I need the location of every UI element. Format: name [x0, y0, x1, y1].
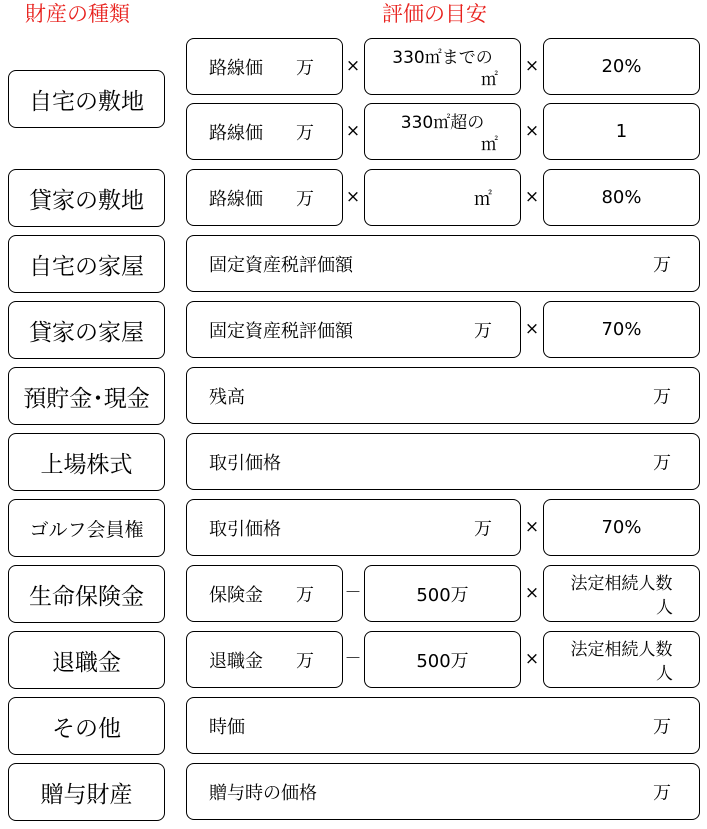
- multiply-sign: ×: [524, 649, 540, 669]
- unit-label: 万: [653, 254, 671, 276]
- category-rental-building: 貸家の家屋: [8, 301, 165, 359]
- area-up-to-330-field[interactable]: [364, 38, 521, 95]
- gift-value-label: 贈与時の価格: [209, 782, 317, 804]
- route-price-field-3[interactable]: [186, 169, 343, 226]
- deduction-500-man-retirement: [364, 631, 521, 688]
- multiply-sign: ×: [345, 56, 361, 76]
- unit-label: 万: [296, 57, 314, 79]
- person-unit: 人: [656, 598, 673, 618]
- deduction-value: 500万: [416, 584, 469, 606]
- market-value-field[interactable]: [186, 697, 700, 754]
- rate-70-percent-golf: [543, 499, 700, 556]
- insurance-label: 保険金: [209, 584, 263, 606]
- category-savings-cash: 預貯金･現金: [8, 367, 165, 425]
- unit-label: 万: [296, 650, 314, 672]
- retirement-label: 退職金: [209, 650, 263, 672]
- balance-label: 残高: [209, 386, 245, 408]
- rate-70-percent: [543, 301, 700, 358]
- unit-label: 万: [653, 386, 671, 408]
- rate-1: [543, 103, 700, 160]
- category-life-insurance: 生命保険金: [8, 565, 165, 623]
- unit-label: 万: [474, 320, 492, 342]
- assessed-value-label: 固定資産税評価額: [209, 254, 353, 276]
- legal-heirs-label: 法定相続人数: [570, 574, 673, 594]
- multiply-sign: ×: [524, 517, 540, 537]
- legal-heirs-field-retirement[interactable]: [543, 631, 700, 688]
- unit-label: 万: [296, 584, 314, 606]
- category-gifted-property: 贈与財産: [8, 763, 165, 821]
- person-unit: 人: [656, 664, 673, 684]
- assessed-value-field-rental[interactable]: [186, 301, 521, 358]
- rate-value: 70%: [601, 319, 642, 340]
- route-price-field-1[interactable]: [186, 38, 343, 95]
- multiply-sign: ×: [524, 583, 540, 603]
- trade-price-label: 取引価格: [209, 518, 281, 540]
- unit-label: 万: [653, 782, 671, 804]
- route-price-label: 路線価: [209, 188, 263, 210]
- area-up-to-330-label: 330㎡までの: [392, 48, 493, 68]
- multiply-sign: ×: [524, 187, 540, 207]
- rate-value: 20%: [601, 56, 642, 77]
- category-retirement-allowance: 退職金: [8, 631, 165, 689]
- market-value-label: 時価: [209, 716, 245, 738]
- multiply-sign: ×: [345, 121, 361, 141]
- assessed-value-field[interactable]: [186, 235, 700, 292]
- minus-sign: －: [344, 583, 362, 603]
- multiply-sign: ×: [524, 319, 540, 339]
- balance-field[interactable]: [186, 367, 700, 424]
- category-listed-stocks: 上場株式: [8, 433, 165, 491]
- route-price-label: 路線価: [209, 57, 263, 79]
- multiply-sign: ×: [524, 56, 540, 76]
- category-home-building: 自宅の家屋: [8, 235, 165, 293]
- unit-label: 万: [474, 518, 492, 540]
- category-home-land: 自宅の敷地: [8, 70, 165, 128]
- stock-price-field[interactable]: [186, 433, 700, 490]
- rate-value: 70%: [601, 517, 642, 538]
- unit-label: 万: [296, 122, 314, 144]
- sqm-unit: ㎡: [481, 135, 498, 155]
- insurance-amount-field[interactable]: [186, 565, 343, 622]
- legal-heirs-label: 法定相続人数: [570, 640, 673, 660]
- rate-value: 1: [615, 121, 628, 142]
- deduction-500-man: [364, 565, 521, 622]
- unit-label: 万: [296, 188, 314, 210]
- area-over-330-field[interactable]: [364, 103, 521, 160]
- golf-price-field[interactable]: [186, 499, 521, 556]
- gift-value-field[interactable]: [186, 763, 700, 820]
- multiply-sign: ×: [524, 121, 540, 141]
- sqm-unit: ㎡: [481, 70, 498, 90]
- deduction-value: 500万: [416, 650, 469, 672]
- unit-label: 万: [653, 452, 671, 474]
- header-property-type: 財産の種類: [25, 2, 130, 26]
- header-valuation-guide: 評価の目安: [382, 2, 487, 26]
- route-price-field-2[interactable]: [186, 103, 343, 160]
- trade-price-label: 取引価格: [209, 452, 281, 474]
- sqm-unit: ㎡: [474, 188, 492, 210]
- retirement-amount-field[interactable]: [186, 631, 343, 688]
- rate-80-percent: [543, 169, 700, 226]
- category-golf-membership: ゴルフ会員権: [8, 499, 165, 557]
- unit-label: 万: [653, 716, 671, 738]
- rate-20-percent: [543, 38, 700, 95]
- route-price-label: 路線価: [209, 122, 263, 144]
- area-over-330-label: 330㎡超の: [400, 113, 485, 133]
- category-other: その他: [8, 697, 165, 755]
- assessed-value-label: 固定資産税評価額: [209, 320, 353, 342]
- rate-value: 80%: [601, 187, 642, 208]
- minus-sign: －: [344, 649, 362, 669]
- area-field[interactable]: [364, 169, 521, 226]
- category-rental-land: 貸家の敷地: [8, 169, 165, 227]
- multiply-sign: ×: [345, 187, 361, 207]
- legal-heirs-field[interactable]: [543, 565, 700, 622]
